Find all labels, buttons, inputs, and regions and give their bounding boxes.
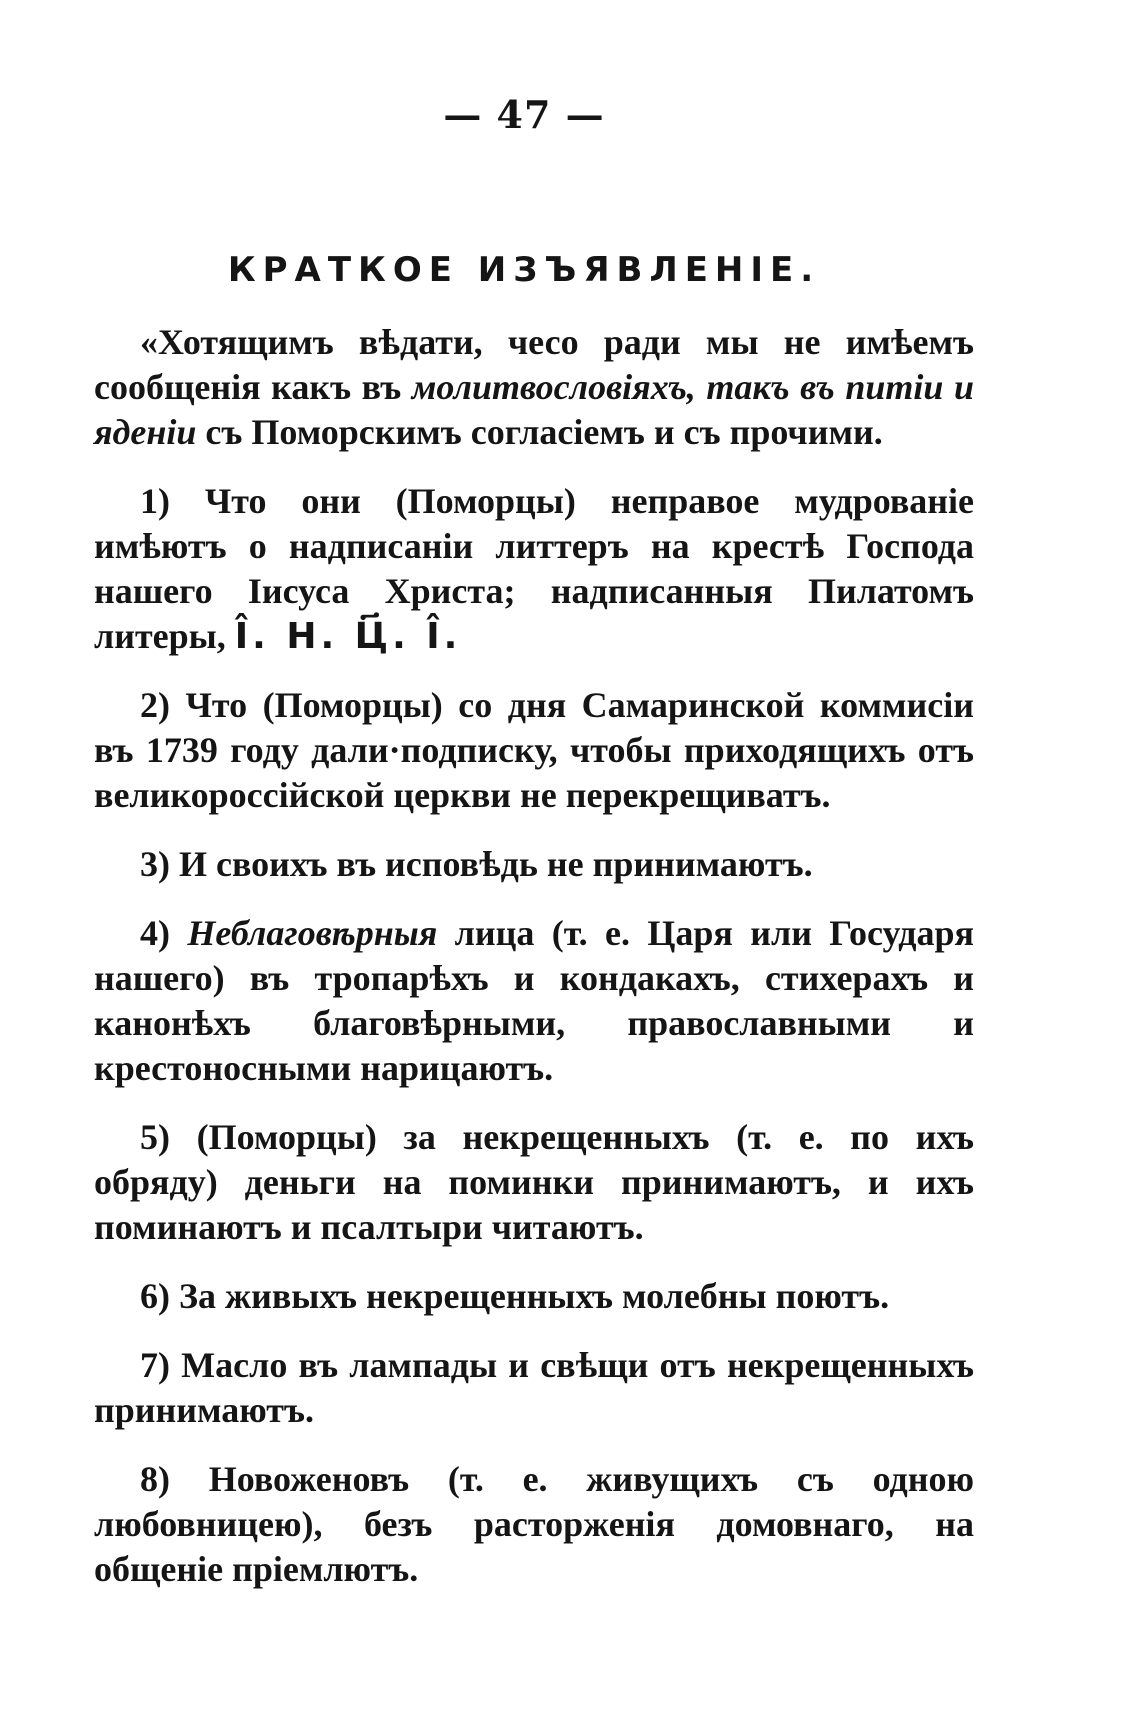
item-5-text: 5) (Поморцы) за некрещенныхъ (т. е. по ихъ обряду) деньги на поминки принимаютъ, и ихъ поминаютъ и псалтыри читаютъ.: [94, 1117, 974, 1247]
item-6-text: 6) За живыхъ некрещенныхъ молебны поютъ.: [140, 1276, 890, 1316]
item-2-paragraph: [94, 683, 974, 818]
item-3-text: 3) И своихъ въ исповѣдь не принимаютъ.: [140, 844, 813, 884]
intro-italic-phrase: молитвословіяхъ, такъ въ питіи и яденіи: [94, 367, 974, 452]
item-4-prefix: 4): [140, 913, 188, 953]
item-1-text: 1) Что они (Поморцы) неправое мудрованіе имѣютъ о надписаніи литтеръ на крестѣ Господа нашего Іисуса Христа; надписанныя Пилатомъ литеры,: [94, 481, 974, 656]
item-2-text: 2) Что (Поморцы) со дня Самаринской коммисіи въ 1739 году дали·подписку, чтобы приходящихъ отъ великороссійской церкви не перекрещиватъ.: [94, 685, 974, 815]
item-7-paragraph: [94, 1343, 974, 1433]
item-1-letters: І̂. Н. Ц҃. І̂.: [234, 616, 462, 657]
item-4-paragraph: [94, 911, 974, 1091]
section-heading: КРАТКОЕ ИЗЪЯВЛЕНІЕ.: [227, 250, 821, 290]
item-3-paragraph: [94, 842, 974, 887]
intro-text-end: съ Поморскимъ согласіемъ и съ прочими.: [196, 412, 883, 452]
item-1-paragraph: [94, 479, 974, 659]
intro-text-start: «Хотящимъ вѣдати, чесо ради мы не имѣемъ сообщенія какъ въ: [94, 322, 974, 407]
item-8-paragraph: [94, 1457, 974, 1592]
body-text: [94, 320, 974, 1616]
item-4-italic-word: Неблаговѣрныя: [187, 913, 438, 953]
item-7-text: 7) Масло въ лампады и свѣщи отъ некрещенныхъ принимаютъ.: [94, 1345, 974, 1430]
item-4-text: лица (т. е. Царя или Государя нашего) въ тропарѣхъ и кондакахъ, стихерахъ и канонѣхъ благовѣрными, православными и крестоносными нарицаютъ.: [94, 913, 974, 1088]
item-5-paragraph: [94, 1115, 974, 1250]
page-number: — 47 —: [443, 92, 605, 137]
item-6-paragraph: [94, 1274, 974, 1319]
item-8-text: 8) Новоженовъ (т. е. живущихъ съ одною любовницею), безъ расторженія домовнаго, на общеніе пріемлютъ.: [94, 1459, 974, 1589]
intro-paragraph: [94, 320, 974, 455]
